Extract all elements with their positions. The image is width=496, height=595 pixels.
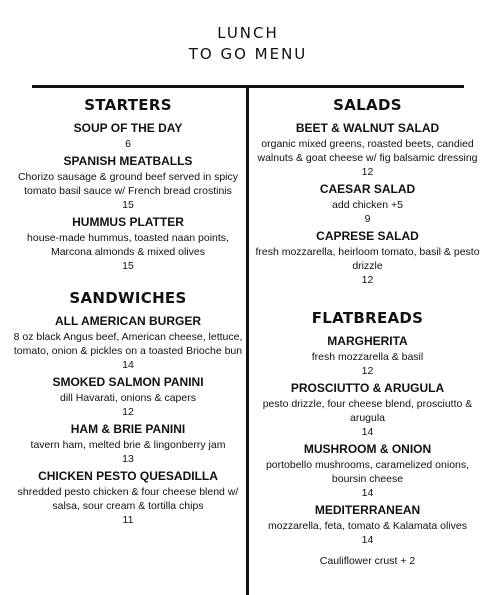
item-name: SPANISH MEATBALLS <box>63 154 193 168</box>
sandwiches-section <box>12 289 244 527</box>
item-name: ALL AMERICAN BURGER <box>55 314 201 328</box>
item-price: 14 <box>122 359 134 371</box>
menu-item <box>251 181 484 226</box>
item-price: 9 <box>364 213 371 225</box>
flatbreads-section <box>251 309 484 567</box>
menu-item <box>12 214 244 273</box>
item-description: house-made hummus, toasted naan points, Marcona almonds & mixed olives <box>27 232 229 258</box>
menu-item <box>12 153 244 212</box>
menu-item <box>12 313 244 372</box>
flatbreads-heading: FLATBREADS <box>311 309 424 327</box>
item-price: 14 <box>361 487 374 499</box>
menu-item <box>12 120 244 151</box>
starters-heading: STARTERS <box>84 96 172 114</box>
item-description: pesto drizzle, four cheese blend, prosciutto & arugula <box>262 398 473 424</box>
menu-item <box>12 468 244 527</box>
crust-note: Cauliflower crust + 2 <box>319 555 416 567</box>
menu-item <box>251 120 484 179</box>
item-name: CAESAR SALAD <box>319 182 416 196</box>
item-price: 14 <box>361 534 374 546</box>
item-name: MUSHROOM & ONION <box>303 442 432 456</box>
menu-item <box>251 333 484 378</box>
menu-title-line1: LUNCH <box>217 24 279 42</box>
vertical-divider <box>246 85 249 595</box>
item-description: 8 oz black Angus beef, American cheese, lettuce, tomato, onion & pickles on a toasted Brioche bun <box>13 331 243 357</box>
item-description: tavern ham, melted brie & lingonberry jam <box>30 439 226 451</box>
item-price: 12 <box>361 365 374 377</box>
salads-heading: SALADS <box>333 96 402 114</box>
item-name: CAPRESE SALAD <box>316 229 419 243</box>
left-column <box>12 96 244 529</box>
right-column <box>251 96 484 567</box>
item-price: 15 <box>122 199 134 211</box>
item-price: 12 <box>361 274 374 286</box>
item-name: MEDITERRANEAN <box>314 503 421 517</box>
menu-item <box>251 380 484 439</box>
salads-section <box>251 96 484 287</box>
item-price: 14 <box>361 426 374 438</box>
item-price: 6 <box>125 138 131 150</box>
item-name: PROSCIUTTO & ARUGULA <box>290 381 445 395</box>
item-price: 12 <box>122 406 134 418</box>
item-description: fresh mozzarella, heirloom tomato, basil & pesto drizzle <box>255 246 480 272</box>
item-price: 13 <box>122 453 134 465</box>
sandwiches-heading: SANDWICHES <box>69 289 187 307</box>
item-description: organic mixed greens, roasted beets, candied walnuts & goat cheese w/ fig balsamic dressing <box>257 138 478 164</box>
item-description: mozzarella, feta, tomato & Kalamata olives <box>267 520 467 532</box>
item-description: add chicken +5 <box>332 199 403 211</box>
item-name: HAM & BRIE PANINI <box>70 422 186 436</box>
menu-title-line2: TO GO MENU <box>188 45 308 63</box>
item-description: dill Havarati, onions & capers <box>60 392 196 404</box>
starters-section <box>12 96 244 273</box>
menu-item <box>12 374 244 419</box>
menu-item <box>251 228 484 287</box>
item-description: portobello mushrooms, caramelized onions, boursin cheese <box>265 459 470 485</box>
item-name: HUMMUS PLATTER <box>72 215 184 229</box>
item-name: MARGHERITA <box>327 334 408 348</box>
item-price: 15 <box>122 260 134 272</box>
item-name: SOUP OF THE DAY <box>73 121 183 135</box>
item-name: SMOKED SALMON PANINI <box>52 375 204 389</box>
item-price: 12 <box>361 166 374 178</box>
menu-item <box>251 502 484 547</box>
item-description: shredded pesto chicken & four cheese blend w/ salsa, sour cream & tortilla chips <box>17 486 239 512</box>
menu-item <box>251 441 484 500</box>
menu-item <box>12 421 244 466</box>
item-name: CHICKEN PESTO QUESADILLA <box>38 469 218 483</box>
item-name: BEET & WALNUT SALAD <box>295 121 440 135</box>
item-description: Chorizo sausage & ground beef served in spicy tomato basil sauce w/ French bread crostinis <box>17 171 239 197</box>
item-price: 11 <box>122 514 134 526</box>
item-description: fresh mozzarella & basil <box>311 351 424 363</box>
